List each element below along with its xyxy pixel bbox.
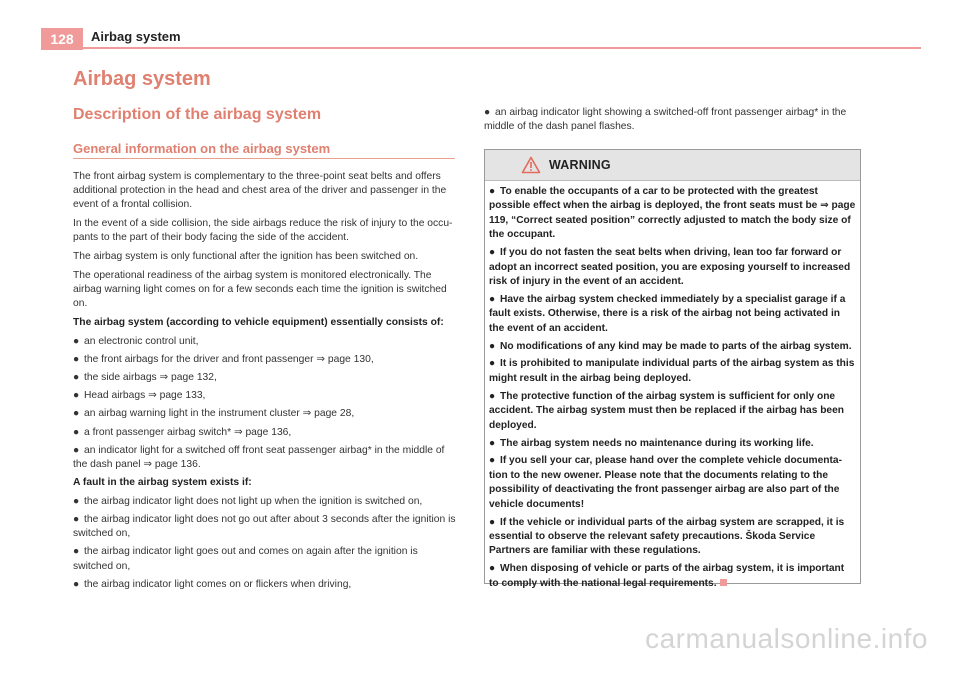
bullet-icon: ● — [489, 437, 496, 449]
paragraph: In the event of a side collision, the side airbags reduce the risk of injury to the occu-pants to the part of their body facing the side of the accident. — [73, 218, 453, 244]
components-heading: The airbag system (according to vehicle equipment) essentially consists of: — [73, 316, 444, 328]
bullet-icon: ● — [489, 340, 496, 352]
list-item-text: If you sell your car, please hand over the complete vehicle documenta-tion to the new owener. Please note that the documents relating to the possibility of deactivating the front passenger airbag are also part of the vehicle documents! — [489, 455, 842, 510]
list-item — [489, 185, 856, 243]
bullet-icon: ● — [73, 495, 80, 507]
end-of-section-icon — [720, 579, 727, 586]
list-item — [73, 335, 459, 349]
fault-heading: A fault in the airbag system exists if: — [73, 477, 252, 489]
list-item — [489, 340, 856, 354]
list-item-text: a front passenger airbag switch* ⇒ page 136, — [84, 426, 292, 438]
list-item-text: an airbag indicator light showing a switched-off front passenger airbag* in the middle of the dash panel flashes. — [484, 107, 847, 133]
list-item-text: To enable the occupants of a car to be protected with the greatest possible effect when the airbag is deployed, the front seats must be ⇒ page 119, “Correct seated position” correctly adjusted to match the body size of the occupant. — [489, 186, 856, 241]
list-item — [73, 545, 459, 573]
bullet-icon: ● — [73, 578, 80, 590]
topic-divider — [73, 158, 455, 159]
bullet-icon: ● — [73, 444, 80, 456]
list-item — [489, 562, 856, 591]
list-item-text: an indicator light for a switched off front seat passenger airbag* in the middle of the dash panel ⇒ page 136. — [73, 444, 445, 470]
warning-triangle-icon — [521, 156, 541, 174]
list-item-text: Have the airbag system checked immediately by a specialist garage if a fault exists. Otherwise, there is a risk of the airbag not being activated in the event of an accident. — [489, 293, 846, 334]
components-list — [73, 335, 459, 473]
list-item — [73, 578, 459, 592]
list-item-text: The protective function of the airbag system is sufficient for only one accident. The airbag system must then be replaced if the airbag has been deployed. — [489, 390, 844, 431]
list-item-text: When disposing of vehicle or parts of the airbag system, it is important to comply with the national legal requirements. — [489, 563, 845, 589]
paragraph: The operational readiness of the airbag system is monitored electronically. The airbag warning light comes on for a few seconds each time the ignition is switched on. — [73, 269, 447, 310]
bullet-icon: ● — [73, 390, 80, 402]
bullet-icon: ● — [73, 546, 80, 558]
list-item-text: the airbag indicator light comes on or flickers when driving, — [84, 578, 352, 590]
bullet-icon: ● — [489, 455, 496, 467]
bullet-icon: ● — [73, 371, 80, 383]
bullet-icon: ● — [73, 353, 80, 365]
list-item-text: an electronic control unit, — [84, 335, 199, 347]
bullet-icon: ● — [73, 335, 80, 347]
bullet-icon: ● — [489, 186, 496, 197]
fault-list — [73, 495, 459, 592]
subsection-title: Description of the airbag system — [73, 106, 322, 123]
paragraph: The front airbag system is complementary to the three-point seat belts and offers additional protection in the head and chest area of the driver and passenger in the event of a frontal collision. — [73, 171, 447, 211]
list-item-text: The airbag system needs no maintenance during its working life. — [500, 437, 814, 449]
list-item-text: the airbag indicator light goes out and comes on again after the ignition is switched on, — [73, 546, 418, 572]
warning-title: WARNING — [549, 158, 611, 172]
list-item — [489, 454, 856, 512]
list-item-text: the side airbags ⇒ page 132, — [84, 371, 217, 383]
list-item — [489, 246, 856, 289]
list-item — [489, 437, 856, 451]
list-item — [73, 353, 459, 367]
section-title: Airbag system — [73, 68, 211, 90]
list-item — [73, 389, 459, 403]
bullet-icon: ● — [484, 107, 491, 118]
topic-title: General information on the airbag system — [73, 141, 331, 156]
warning-header — [485, 150, 860, 181]
list-item — [73, 426, 459, 440]
list-item-text: No modifications of any kind may be made to parts of the airbag system. — [500, 340, 852, 352]
list-item-text: an airbag warning light in the instrument cluster ⇒ page 28, — [84, 408, 355, 420]
bullet-icon: ● — [489, 293, 496, 305]
bullet-icon: ● — [489, 563, 496, 575]
page-number: 128 — [41, 28, 83, 50]
bullet-icon: ● — [489, 358, 496, 370]
list-item — [489, 516, 856, 559]
list-item-text: If you do not fasten the seat belts when driving, lean too far forward or adopt an incorrect seated position, you are exposing yourself to increased risk of injury in the event of an accident. — [489, 247, 851, 287]
list-item-text: the airbag indicator light does not light up when the ignition is switched on, — [84, 495, 423, 507]
list-item-text: Head airbags ⇒ page 133, — [84, 390, 206, 402]
list-item — [484, 106, 864, 134]
bullet-icon: ● — [73, 408, 80, 420]
list-item — [73, 407, 459, 421]
bullet-icon: ● — [489, 390, 496, 402]
watermark: carmanualsonline.info — [645, 623, 928, 654]
list-item — [489, 293, 856, 336]
list-item — [489, 390, 856, 433]
list-item-text: the airbag indicator light does not go out after about 3 seconds after the ignition is switched on, — [73, 514, 456, 540]
paragraph: The airbag system is only functional after the ignition has been switched on. — [73, 251, 419, 263]
list-item — [73, 495, 459, 509]
warning-list — [485, 181, 860, 591]
running-title: Airbag system — [91, 29, 181, 44]
list-item-text: the front airbags for the driver and front passenger ⇒ page 130, — [84, 353, 374, 365]
list-item — [73, 444, 459, 472]
left-column — [73, 170, 459, 596]
list-item — [73, 513, 459, 541]
bullet-icon: ● — [73, 426, 80, 438]
list-item — [489, 357, 856, 386]
warning-box — [484, 149, 861, 589]
list-item — [73, 371, 459, 385]
header-divider — [83, 47, 921, 49]
list-item-text: It is prohibited to manipulate individual parts of the airbag system as this might result in the airbag being deployed. — [489, 358, 855, 384]
right-column-continuation — [484, 106, 864, 138]
list-item-text: If the vehicle or individual parts of the airbag system are scrapped, it is essential to observe the relevant safety precautions. Škoda Service Partners are familiar with these regulations. — [489, 516, 845, 557]
bullet-icon: ● — [489, 247, 496, 259]
bullet-icon: ● — [489, 516, 496, 528]
bullet-icon: ● — [73, 514, 80, 526]
